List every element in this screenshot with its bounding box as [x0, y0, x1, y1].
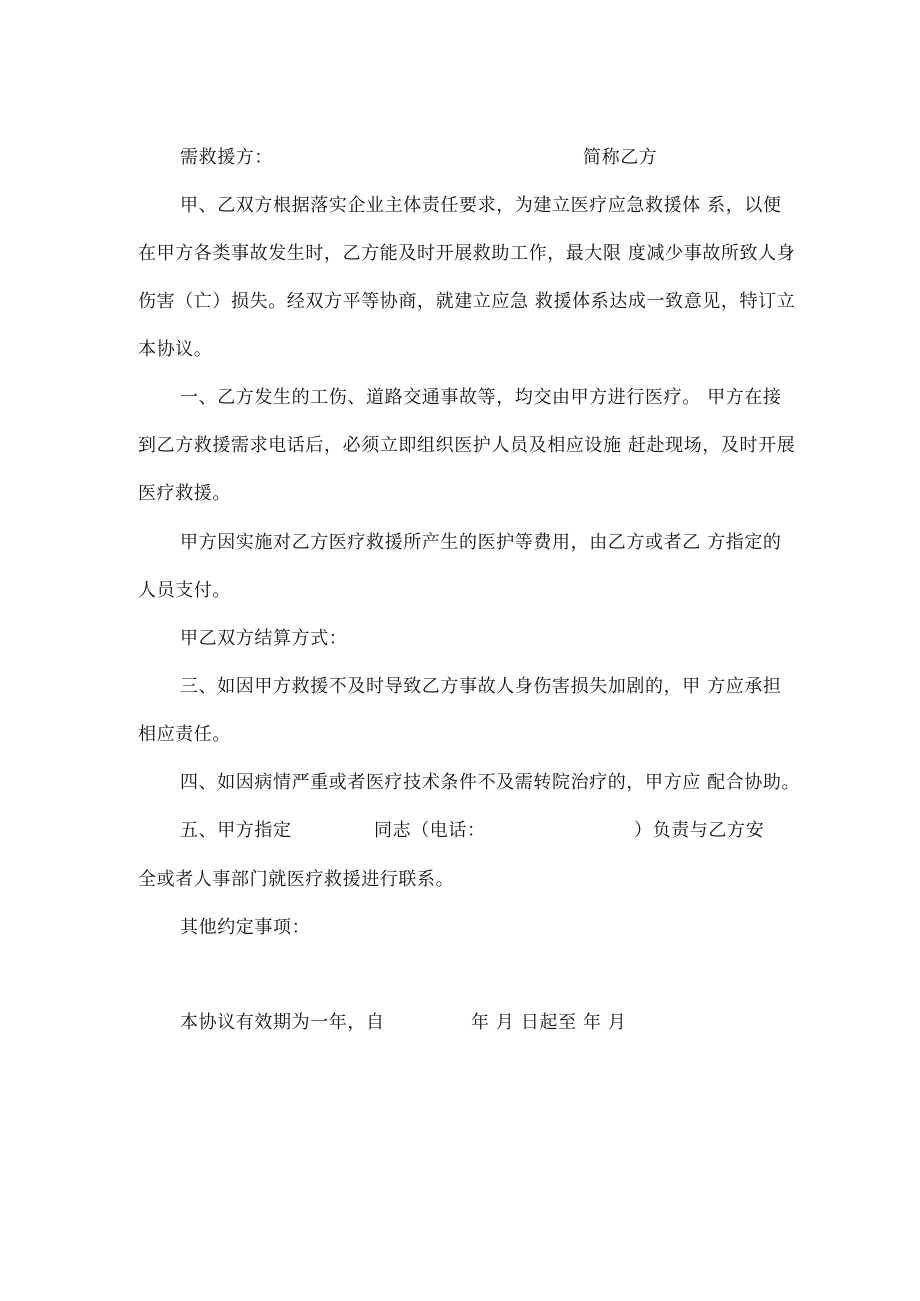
- clause-2-line-1: 甲方因实施对乙方医疗救援所产生的医护等费用，由乙方或者乙 方指定的: [180, 532, 782, 553]
- clause-2-line-2: 人员支付。: [138, 580, 231, 601]
- clause-4-line-1: 四、如因病情严重或者医疗技术条件不及需转院治疗的，甲方应 配合协助。: [180, 772, 801, 793]
- party-b-short-name: 简称乙方: [583, 147, 658, 168]
- other-matters-label: 其他约定事项：: [180, 917, 311, 938]
- clause-1-line-1: 一、乙方发生的工伤、道路交通事故等，均交由甲方进行医疗。 甲方在接: [180, 387, 782, 408]
- party-b-label: 需救援方：: [180, 147, 273, 168]
- clause-1-line-2: 到乙方救援需求电话后，必须立即组织医护人员及相应设施 赶赴现场，及时开展: [138, 435, 796, 456]
- preamble-line-2: 在甲方各类事故发生时，乙方能及时开展救助工作，最大限 度减少事故所致人身: [138, 243, 796, 264]
- clause-3-line-1: 三、如因甲方救援不及时导致乙方事故人身伤害损失加剧的，甲 方应承担: [180, 676, 782, 697]
- validity-period-start: 本协议有效期为一年，自: [180, 1012, 385, 1033]
- clause-5-designate: 五、甲方指定: [180, 820, 292, 841]
- validity-period-dates: 年 月 日起至 年 月: [471, 1012, 627, 1033]
- clause-5-comrade-phone: 同志（电话：: [374, 820, 486, 841]
- preamble-line-4: 本协议。: [138, 339, 213, 360]
- clause-1-line-3: 医疗救援。: [138, 483, 231, 504]
- preamble-line-1: 甲、乙双方根据落实企业主体责任要求，为建立医疗应急救援体 系，以便: [180, 195, 782, 216]
- preamble-line-3: 伤害（亡）损失。经双方平等协商，就建立应急 救援体系达成一致意见，特订立: [138, 291, 796, 312]
- settlement-method-label: 甲乙双方结算方式：: [180, 628, 348, 649]
- clause-5-responsible: ）负责与乙方安: [634, 820, 765, 841]
- clause-3-line-2: 相应责任。: [138, 724, 231, 745]
- clause-5-line-2: 全或者人事部门就医疗救援进行联系。: [138, 869, 455, 890]
